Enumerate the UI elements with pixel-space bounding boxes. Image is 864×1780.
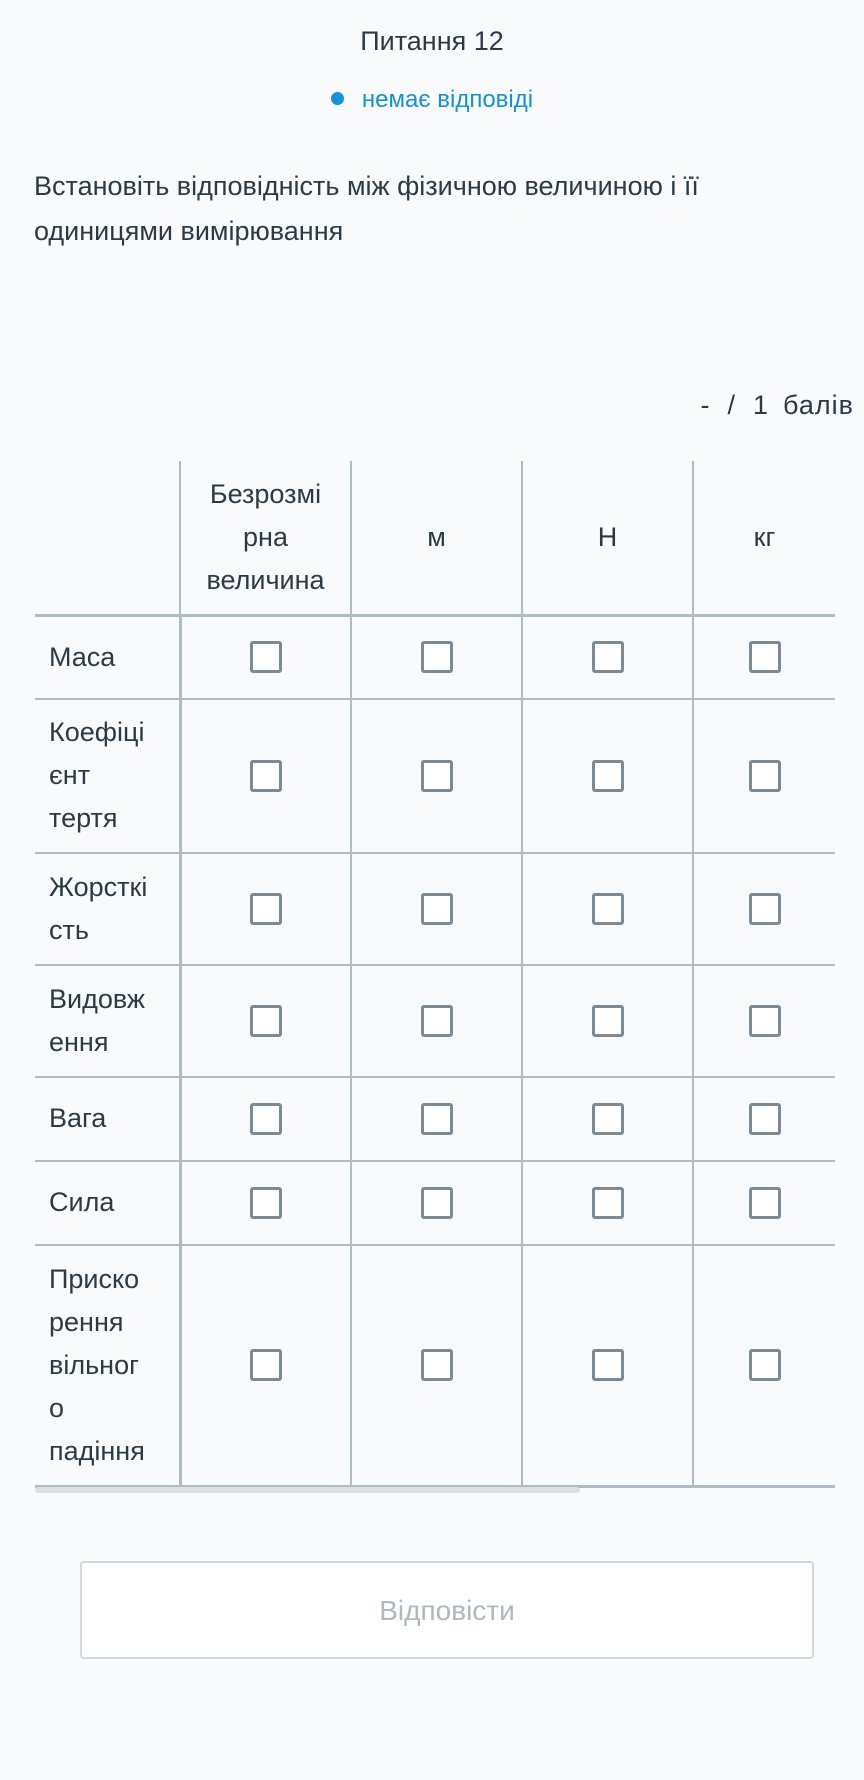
checkbox[interactable] [421,1187,453,1219]
grid-cell [180,616,351,699]
checkbox[interactable] [250,641,282,673]
row-label-text: Маса [49,641,116,672]
grid-cell [693,853,835,965]
checkbox[interactable] [749,1005,781,1037]
matching-grid [35,461,835,1488]
grid-cell [351,1161,522,1245]
row-label [35,1161,180,1245]
grid-cell [693,1077,835,1161]
grid-cell [180,1077,351,1161]
question-title: Питання 12 [360,26,504,56]
grid-cell [351,965,522,1077]
checkbox[interactable] [421,893,453,925]
row-label [35,1245,180,1487]
grid-cell [522,616,693,699]
checkbox[interactable] [749,760,781,792]
grid-cell [351,1245,522,1487]
grid-header-row [35,461,835,616]
column-header [180,461,351,616]
checkbox[interactable] [421,1349,453,1381]
grid-cell [522,1077,693,1161]
grid-cell [351,616,522,699]
grid-cell [351,1077,522,1161]
grid-row [35,616,835,699]
row-label-text: Сила [49,1187,115,1217]
checkbox[interactable] [250,760,282,792]
grid-row [35,1161,835,1245]
grid-cell [180,965,351,1077]
checkbox[interactable] [592,641,624,673]
grid-cell [522,1161,693,1245]
horizontal-scrollbar[interactable] [35,1487,580,1493]
grid-cell [693,1245,835,1487]
answer-status [0,86,864,114]
row-label [35,616,180,699]
grid-cell [522,853,693,965]
checkbox[interactable] [250,1005,282,1037]
checkbox[interactable] [592,1349,624,1381]
checkbox[interactable] [421,1005,453,1037]
grid-cell [351,853,522,965]
checkbox[interactable] [749,1103,781,1135]
column-header: кг [693,461,835,616]
row-label-text: Видовж ення [49,983,145,1057]
question-prompt: Встановіть відповідність між фізичною величиною і її одиницями вимірювання [34,171,699,246]
row-label-text: Жорсткі сть [49,871,148,945]
grid-row [35,1077,835,1161]
row-label [35,853,180,965]
row-label-text: Коефіці єнт тертя [49,717,145,833]
grid-corner [35,461,180,616]
checkbox[interactable] [250,1103,282,1135]
checkbox[interactable] [592,760,624,792]
grid-cell [693,1161,835,1245]
column-header: Н [522,461,693,616]
checkbox[interactable] [592,1103,624,1135]
grid-cell [693,965,835,1077]
checkbox[interactable] [421,641,453,673]
row-label-text: Приско рення вільног о падіння [49,1263,145,1466]
row-label-text: Вага [49,1103,107,1133]
checkbox[interactable] [250,1349,282,1381]
column-header-label: Безрозмі рна величина [206,479,325,595]
grid-cell [180,1245,351,1487]
grid-cell [693,699,835,853]
grid-cell [522,1245,693,1487]
grid-row [35,1245,835,1487]
checkbox[interactable] [421,1103,453,1135]
column-header: м [351,461,522,616]
checkbox[interactable] [592,1187,624,1219]
row-label [35,699,180,853]
grid-cell [180,853,351,965]
grid-cell [180,1161,351,1245]
checkbox[interactable] [749,893,781,925]
checkbox[interactable] [592,893,624,925]
checkbox[interactable] [749,1349,781,1381]
grid-row [35,853,835,965]
row-label [35,965,180,1077]
grid-cell [522,699,693,853]
status-dot-icon [331,92,344,105]
grid-cell [693,616,835,699]
checkbox[interactable] [250,893,282,925]
checkbox[interactable] [749,641,781,673]
grid-row [35,965,835,1077]
grid-row [35,699,835,853]
grid-cell [180,699,351,853]
checkbox[interactable] [421,760,453,792]
checkbox[interactable] [592,1005,624,1037]
grid-cell [522,965,693,1077]
grid-cell [351,699,522,853]
score [687,390,854,421]
answer-button[interactable]: Відповісти [80,1561,814,1659]
score-value: - / 1 [700,390,770,420]
checkbox[interactable] [250,1187,282,1219]
checkbox[interactable] [749,1187,781,1219]
score-unit: балів [783,390,854,420]
row-label [35,1077,180,1161]
answer-status-label: немає відповіді [361,86,534,113]
